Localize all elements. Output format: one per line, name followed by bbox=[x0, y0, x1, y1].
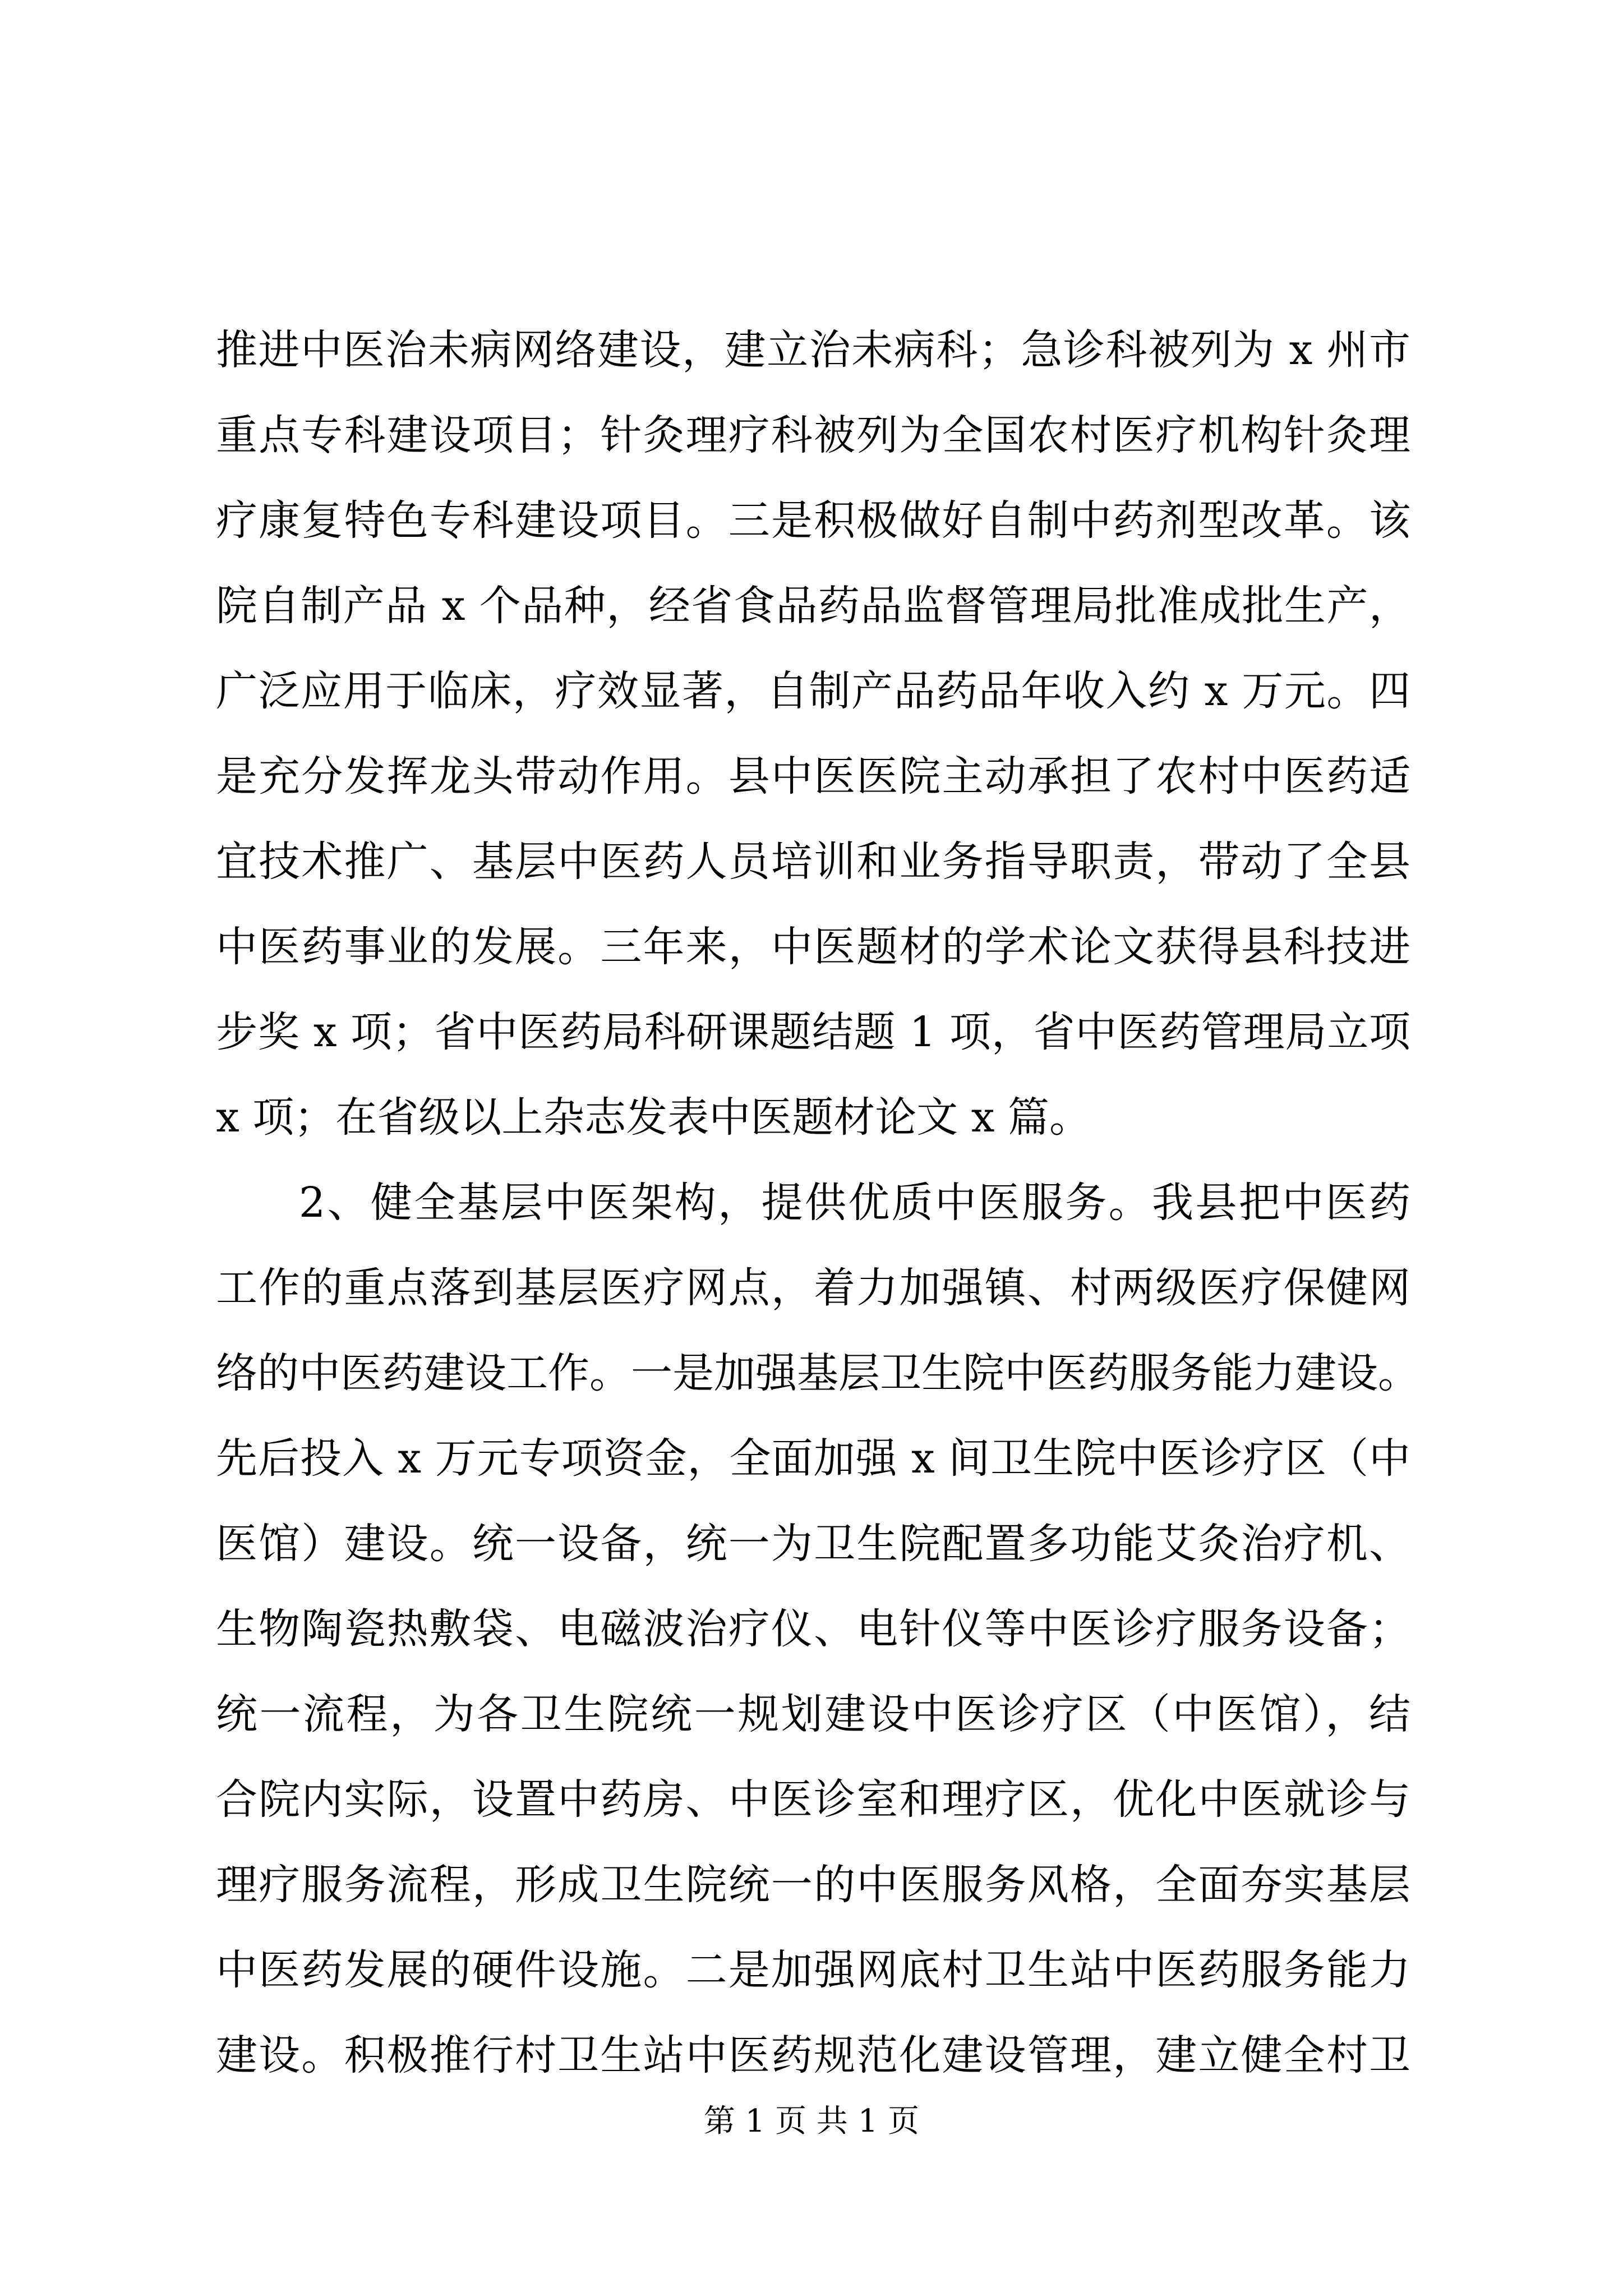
text-line: 步奖 x 项；省中医药局科研课题结题 1 项，省中医药管理局立项 bbox=[216, 1008, 1410, 1056]
body-text bbox=[216, 307, 1419, 2098]
text-line: 院自制产品 x 个品种，经省食品药品监督管理局批准成批生产， bbox=[216, 582, 1410, 630]
text-line: 医馆）建设。统一设备，统一为卫生院配置多功能艾灸治疗机、 bbox=[216, 1520, 1410, 1568]
text-line: 统一流程，为各卫生院统一规划建设中医诊疗区（中医馆），结 bbox=[216, 1690, 1410, 1738]
text-line: 疗康复特色专科建设项目。三是积极做好自制中药剂型改革。该 bbox=[216, 496, 1410, 545]
text-line: 是充分发挥龙头带动作用。县中医医院主动承担了农村中医药适 bbox=[216, 752, 1410, 800]
text-line: 络的中医药建设工作。一是加强基层卫生院中医药服务能力建设。 bbox=[216, 1349, 1419, 1397]
text-line: 推进中医治未病网络建设，建立治未病科；急诊科被列为 x 州市 bbox=[216, 326, 1410, 374]
text-line: 重点专科建设项目；针灸理疗科被列为全国农村医疗机构针灸理 bbox=[216, 411, 1410, 459]
text-line: 理疗服务流程，形成卫生院统一的中医服务风格，全面夯实基层 bbox=[216, 1861, 1410, 1909]
text-line: 工作的重点落到基层医疗网点，着力加强镇、村两级医疗保健网 bbox=[216, 1264, 1410, 1312]
text-line-paragraph-start: 2、健全基层中医架构，提供优质中医服务。我县把中医药 bbox=[299, 1179, 1410, 1227]
text-line: 中医药发展的硬件设施。二是加强网底村卫生站中医药服务能力 bbox=[216, 1946, 1410, 1994]
page-footer: 第 1 页 共 1 页 bbox=[703, 2103, 920, 2139]
text-line: 合院内实际，设置中药房、中医诊室和理疗区，优化中医就诊与 bbox=[216, 1775, 1410, 1824]
text-line: 宜技术推广、基层中医药人员培训和业务指导职责，带动了全县 bbox=[216, 838, 1410, 886]
text-line: 广泛应用于临床，疗效显著，自制产品药品年收入约 x 万元。四 bbox=[216, 667, 1410, 715]
text-line: 先后投入 x 万元专项资金，全面加强 x 间卫生院中医诊疗区（中 bbox=[216, 1434, 1410, 1483]
text-line: 建设。积极推行村卫生站中医药规范化建设管理，建立健全村卫 bbox=[216, 2031, 1410, 2079]
text-line: 生物陶瓷热敷袋、电磁波治疗仪、电针仪等中医诊疗服务设备； bbox=[216, 1605, 1410, 1653]
text-line: 中医药事业的发展。三年来，中医题材的学术论文获得县科技进 bbox=[216, 923, 1410, 971]
text-line-paragraph-end: x 项；在省级以上杂志发表中医题材论文 x 篇。 bbox=[216, 1093, 1091, 1142]
